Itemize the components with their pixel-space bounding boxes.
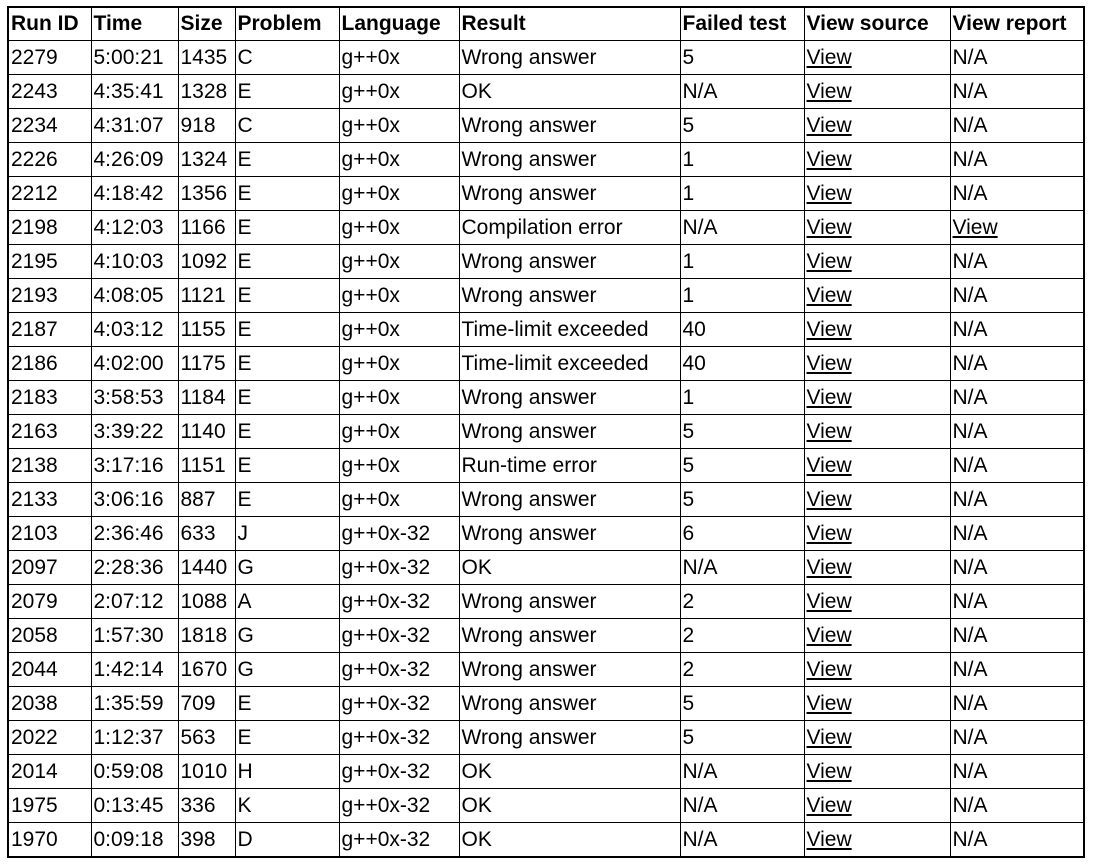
cell-result: Wrong answer <box>459 143 680 177</box>
cell-view-source <box>804 415 950 449</box>
cell-view-report: N/A <box>950 313 1084 347</box>
cell-time: 4:08:05 <box>91 279 178 313</box>
cell-problem: H <box>235 755 339 789</box>
cell-result: Wrong answer <box>459 721 680 755</box>
cell-view-source <box>804 755 950 789</box>
cell-result: Wrong answer <box>459 483 680 517</box>
cell-run-id: 2097 <box>8 551 91 585</box>
cell-language: g++0x-32 <box>339 619 459 653</box>
cell-run-id: 2183 <box>8 381 91 415</box>
cell-result: Wrong answer <box>459 415 680 449</box>
cell-problem: K <box>235 789 339 823</box>
cell-time: 3:58:53 <box>91 381 178 415</box>
cell-language: g++0x <box>339 347 459 381</box>
header-view-source: View source <box>804 7 950 41</box>
view-source-link[interactable]: View <box>806 624 852 647</box>
view-source-link[interactable]: View <box>806 760 852 783</box>
cell-time: 2:28:36 <box>91 551 178 585</box>
table-row <box>8 245 1084 279</box>
table-row <box>8 653 1084 687</box>
cell-time: 1:35:59 <box>91 687 178 721</box>
cell-run-id: 2058 <box>8 619 91 653</box>
cell-problem: E <box>235 415 339 449</box>
cell-view-source <box>804 381 950 415</box>
table-row <box>8 109 1084 143</box>
cell-failed-test: 5 <box>680 687 804 721</box>
cell-view-source <box>804 211 950 245</box>
cell-view-source <box>804 619 950 653</box>
cell-view-source <box>804 75 950 109</box>
cell-view-report: N/A <box>950 75 1084 109</box>
cell-run-id: 2133 <box>8 483 91 517</box>
runs-table-body <box>8 41 1084 858</box>
cell-failed-test: 2 <box>680 653 804 687</box>
cell-failed-test: 1 <box>680 279 804 313</box>
view-source-link[interactable]: View <box>806 420 852 443</box>
cell-time: 5:00:21 <box>91 41 178 75</box>
cell-size: 398 <box>178 823 235 858</box>
cell-view-report: N/A <box>950 381 1084 415</box>
cell-problem: E <box>235 313 339 347</box>
cell-run-id: 2044 <box>8 653 91 687</box>
cell-run-id: 2014 <box>8 755 91 789</box>
cell-problem: G <box>235 653 339 687</box>
view-source-link[interactable]: View <box>806 46 852 69</box>
view-source-link[interactable]: View <box>806 114 852 137</box>
cell-language: g++0x-32 <box>339 755 459 789</box>
cell-time: 4:10:03 <box>91 245 178 279</box>
cell-result: Wrong answer <box>459 381 680 415</box>
cell-size: 1155 <box>178 313 235 347</box>
cell-run-id: 2079 <box>8 585 91 619</box>
view-source-link[interactable]: View <box>806 284 852 307</box>
table-row <box>8 41 1084 75</box>
cell-language: g++0x <box>339 177 459 211</box>
view-source-link[interactable]: View <box>806 794 852 817</box>
cell-run-id: 2243 <box>8 75 91 109</box>
cell-view-source <box>804 313 950 347</box>
cell-failed-test: N/A <box>680 823 804 858</box>
table-row <box>8 551 1084 585</box>
cell-failed-test: N/A <box>680 211 804 245</box>
cell-result: Wrong answer <box>459 619 680 653</box>
cell-result: OK <box>459 789 680 823</box>
cell-language: g++0x <box>339 211 459 245</box>
cell-language: g++0x <box>339 41 459 75</box>
cell-failed-test: N/A <box>680 755 804 789</box>
cell-view-source <box>804 551 950 585</box>
cell-problem: C <box>235 41 339 75</box>
cell-failed-test: 5 <box>680 109 804 143</box>
cell-view-source <box>804 823 950 858</box>
cell-language: g++0x-32 <box>339 789 459 823</box>
cell-language: g++0x-32 <box>339 585 459 619</box>
table-row <box>8 347 1084 381</box>
view-source-link[interactable]: View <box>806 250 852 273</box>
cell-time: 1:57:30 <box>91 619 178 653</box>
cell-language: g++0x <box>339 279 459 313</box>
cell-problem: E <box>235 347 339 381</box>
cell-time: 2:36:46 <box>91 517 178 551</box>
cell-size: 1356 <box>178 177 235 211</box>
cell-view-source <box>804 687 950 721</box>
cell-language: g++0x <box>339 245 459 279</box>
cell-language: g++0x-32 <box>339 551 459 585</box>
cell-view-source <box>804 585 950 619</box>
cell-size: 1121 <box>178 279 235 313</box>
cell-time: 4:26:09 <box>91 143 178 177</box>
cell-run-id: 2038 <box>8 687 91 721</box>
cell-view-report: N/A <box>950 245 1084 279</box>
view-source-link[interactable]: View <box>806 692 852 715</box>
cell-problem: E <box>235 177 339 211</box>
cell-result: Wrong answer <box>459 687 680 721</box>
cell-failed-test: 5 <box>680 449 804 483</box>
cell-language: g++0x <box>339 143 459 177</box>
header-view-report: View report <box>950 7 1084 41</box>
table-row <box>8 721 1084 755</box>
view-source-link[interactable]: View <box>806 556 852 579</box>
cell-run-id: 2022 <box>8 721 91 755</box>
cell-failed-test: N/A <box>680 789 804 823</box>
view-source-link[interactable]: View <box>806 148 852 171</box>
table-row <box>8 415 1084 449</box>
cell-problem: E <box>235 687 339 721</box>
header-language: Language <box>339 7 459 41</box>
cell-result: OK <box>459 551 680 585</box>
table-row <box>8 449 1084 483</box>
cell-size: 1151 <box>178 449 235 483</box>
cell-view-source <box>804 789 950 823</box>
cell-problem: E <box>235 75 339 109</box>
view-source-link[interactable]: View <box>806 216 852 239</box>
cell-result: Wrong answer <box>459 279 680 313</box>
cell-run-id: 2186 <box>8 347 91 381</box>
table-row <box>8 177 1084 211</box>
cell-view-source <box>804 483 950 517</box>
cell-view-report: N/A <box>950 551 1084 585</box>
cell-view-report: N/A <box>950 687 1084 721</box>
header-size: Size <box>178 7 235 41</box>
header-failed-test: Failed test <box>680 7 804 41</box>
cell-view-report: N/A <box>950 415 1084 449</box>
cell-view-source <box>804 653 950 687</box>
view-source-link[interactable]: View <box>806 318 852 341</box>
cell-failed-test: 40 <box>680 347 804 381</box>
cell-size: 1435 <box>178 41 235 75</box>
cell-run-id: 2226 <box>8 143 91 177</box>
cell-failed-test: 1 <box>680 177 804 211</box>
cell-problem: C <box>235 109 339 143</box>
runs-table <box>7 6 1085 858</box>
view-source-link[interactable]: View <box>806 488 852 511</box>
cell-result: Wrong answer <box>459 177 680 211</box>
cell-problem: E <box>235 279 339 313</box>
table-row <box>8 585 1084 619</box>
cell-result: Wrong answer <box>459 517 680 551</box>
cell-view-report: N/A <box>950 789 1084 823</box>
cell-run-id: 2193 <box>8 279 91 313</box>
cell-problem: J <box>235 517 339 551</box>
view-source-link[interactable]: View <box>806 352 852 375</box>
cell-problem: E <box>235 245 339 279</box>
cell-result: OK <box>459 75 680 109</box>
cell-result: Time-limit exceeded <box>459 313 680 347</box>
view-source-link[interactable]: View <box>806 726 852 749</box>
view-source-link[interactable]: View <box>806 828 852 851</box>
cell-view-source <box>804 41 950 75</box>
cell-size: 1324 <box>178 143 235 177</box>
view-source-link[interactable]: View <box>806 386 852 409</box>
cell-view-report: N/A <box>950 517 1084 551</box>
cell-failed-test: 2 <box>680 585 804 619</box>
view-report-link[interactable]: View <box>952 216 998 239</box>
cell-failed-test: 1 <box>680 245 804 279</box>
cell-result: Wrong answer <box>459 585 680 619</box>
table-row <box>8 313 1084 347</box>
cell-result: Wrong answer <box>459 653 680 687</box>
cell-size: 1010 <box>178 755 235 789</box>
cell-size: 887 <box>178 483 235 517</box>
cell-view-report: N/A <box>950 585 1084 619</box>
cell-problem: E <box>235 211 339 245</box>
cell-size: 918 <box>178 109 235 143</box>
cell-failed-test: 1 <box>680 381 804 415</box>
table-row <box>8 789 1084 823</box>
cell-size: 1088 <box>178 585 235 619</box>
cell-problem: E <box>235 143 339 177</box>
cell-run-id: 2138 <box>8 449 91 483</box>
cell-language: g++0x-32 <box>339 721 459 755</box>
table-row <box>8 619 1084 653</box>
table-row <box>8 687 1084 721</box>
cell-language: g++0x-32 <box>339 687 459 721</box>
cell-view-report: N/A <box>950 823 1084 858</box>
cell-failed-test: 5 <box>680 721 804 755</box>
cell-time: 4:35:41 <box>91 75 178 109</box>
cell-size: 1166 <box>178 211 235 245</box>
cell-language: g++0x <box>339 483 459 517</box>
cell-time: 4:18:42 <box>91 177 178 211</box>
cell-time: 4:31:07 <box>91 109 178 143</box>
cell-result: Wrong answer <box>459 245 680 279</box>
cell-size: 633 <box>178 517 235 551</box>
cell-view-source <box>804 279 950 313</box>
cell-failed-test: 5 <box>680 41 804 75</box>
cell-language: g++0x-32 <box>339 517 459 551</box>
cell-view-report: N/A <box>950 41 1084 75</box>
cell-size: 709 <box>178 687 235 721</box>
cell-view-source <box>804 517 950 551</box>
cell-size: 563 <box>178 721 235 755</box>
cell-view-report: N/A <box>950 279 1084 313</box>
cell-time: 3:17:16 <box>91 449 178 483</box>
cell-view-report: N/A <box>950 755 1084 789</box>
header-problem: Problem <box>235 7 339 41</box>
header-result: Result <box>459 7 680 41</box>
cell-run-id: 1970 <box>8 823 91 858</box>
cell-run-id: 2198 <box>8 211 91 245</box>
cell-view-source <box>804 143 950 177</box>
cell-size: 1184 <box>178 381 235 415</box>
cell-problem: D <box>235 823 339 858</box>
view-source-link[interactable]: View <box>806 590 852 613</box>
cell-view-report: N/A <box>950 449 1084 483</box>
cell-language: g++0x <box>339 313 459 347</box>
table-row <box>8 381 1084 415</box>
cell-failed-test: 1 <box>680 143 804 177</box>
cell-view-report: N/A <box>950 347 1084 381</box>
table-row <box>8 755 1084 789</box>
cell-view-report: N/A <box>950 483 1084 517</box>
cell-size: 1175 <box>178 347 235 381</box>
cell-problem: G <box>235 619 339 653</box>
header-run-id: Run ID <box>8 7 91 41</box>
cell-size: 336 <box>178 789 235 823</box>
cell-language: g++0x <box>339 109 459 143</box>
view-source-link[interactable]: View <box>806 658 852 681</box>
cell-time: 0:59:08 <box>91 755 178 789</box>
cell-size: 1670 <box>178 653 235 687</box>
cell-result: OK <box>459 755 680 789</box>
cell-result: OK <box>459 823 680 858</box>
cell-problem: E <box>235 449 339 483</box>
cell-result: Wrong answer <box>459 109 680 143</box>
table-row <box>8 823 1084 858</box>
cell-problem: G <box>235 551 339 585</box>
cell-view-report: N/A <box>950 619 1084 653</box>
cell-run-id: 2279 <box>8 41 91 75</box>
cell-time: 0:09:18 <box>91 823 178 858</box>
cell-language: g++0x <box>339 381 459 415</box>
cell-run-id: 2212 <box>8 177 91 211</box>
cell-run-id: 2187 <box>8 313 91 347</box>
cell-time: 0:13:45 <box>91 789 178 823</box>
cell-problem: E <box>235 483 339 517</box>
cell-result: Compilation error <box>459 211 680 245</box>
header-time: Time <box>91 7 178 41</box>
cell-failed-test: N/A <box>680 75 804 109</box>
table-row <box>8 143 1084 177</box>
cell-view-report: N/A <box>950 109 1084 143</box>
cell-view-source <box>804 109 950 143</box>
cell-size: 1818 <box>178 619 235 653</box>
cell-language: g++0x <box>339 75 459 109</box>
cell-failed-test: 5 <box>680 415 804 449</box>
cell-language: g++0x <box>339 449 459 483</box>
cell-language: g++0x <box>339 415 459 449</box>
cell-size: 1328 <box>178 75 235 109</box>
view-source-link[interactable]: View <box>806 454 852 477</box>
cell-time: 1:12:37 <box>91 721 178 755</box>
cell-view-report: N/A <box>950 143 1084 177</box>
cell-view-source <box>804 177 950 211</box>
cell-view-report: N/A <box>950 177 1084 211</box>
cell-language: g++0x-32 <box>339 653 459 687</box>
cell-failed-test: 2 <box>680 619 804 653</box>
cell-view-report <box>950 211 1084 245</box>
cell-size: 1440 <box>178 551 235 585</box>
cell-time: 2:07:12 <box>91 585 178 619</box>
cell-time: 3:39:22 <box>91 415 178 449</box>
cell-view-report: N/A <box>950 653 1084 687</box>
cell-failed-test: 6 <box>680 517 804 551</box>
view-source-link[interactable]: View <box>806 80 852 103</box>
table-row <box>8 279 1084 313</box>
cell-view-source <box>804 721 950 755</box>
cell-result: Time-limit exceeded <box>459 347 680 381</box>
table-row <box>8 517 1084 551</box>
table-row <box>8 483 1084 517</box>
cell-result: Wrong answer <box>459 41 680 75</box>
cell-run-id: 1975 <box>8 789 91 823</box>
cell-view-source <box>804 449 950 483</box>
cell-problem: A <box>235 585 339 619</box>
cell-run-id: 2195 <box>8 245 91 279</box>
view-source-link[interactable]: View <box>806 182 852 205</box>
cell-time: 3:06:16 <box>91 483 178 517</box>
cell-result: Run-time error <box>459 449 680 483</box>
cell-size: 1140 <box>178 415 235 449</box>
cell-time: 4:03:12 <box>91 313 178 347</box>
cell-run-id: 2163 <box>8 415 91 449</box>
cell-problem: E <box>235 381 339 415</box>
cell-run-id: 2234 <box>8 109 91 143</box>
cell-failed-test: 40 <box>680 313 804 347</box>
cell-language: g++0x-32 <box>339 823 459 858</box>
cell-failed-test: 5 <box>680 483 804 517</box>
cell-run-id: 2103 <box>8 517 91 551</box>
cell-time: 4:12:03 <box>91 211 178 245</box>
cell-view-source <box>804 347 950 381</box>
cell-time: 1:42:14 <box>91 653 178 687</box>
cell-problem: E <box>235 721 339 755</box>
header-row <box>8 7 1084 41</box>
cell-size: 1092 <box>178 245 235 279</box>
table-row <box>8 75 1084 109</box>
cell-view-report: N/A <box>950 721 1084 755</box>
cell-failed-test: N/A <box>680 551 804 585</box>
cell-view-source <box>804 245 950 279</box>
cell-time: 4:02:00 <box>91 347 178 381</box>
table-row <box>8 211 1084 245</box>
view-source-link[interactable]: View <box>806 522 852 545</box>
